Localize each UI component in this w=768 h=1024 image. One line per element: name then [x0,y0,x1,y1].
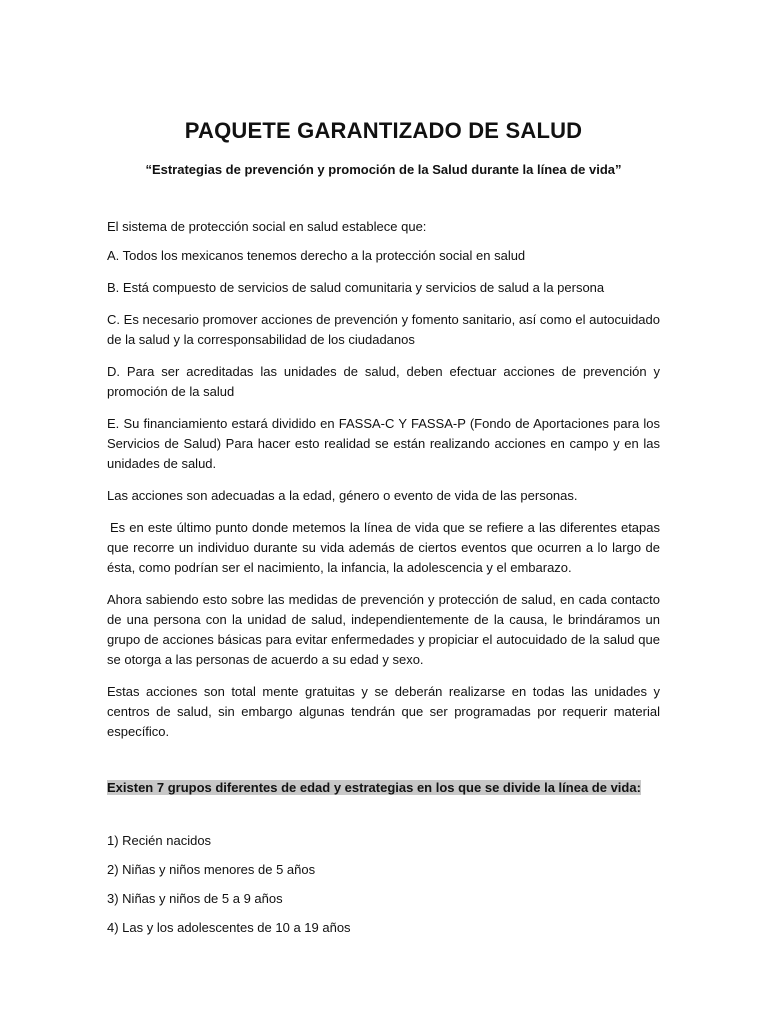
paragraph-d: D. Para ser acreditadas las unidades de salud, deben efectuar acciones de prevención y promoción de la salud [107,364,660,399]
list-item: 4) Las y los adolescentes de 10 a 19 años [107,920,351,935]
highlighted-text: Existen 7 grupos diferentes de edad y estrategias en los que se divide la línea de vida: [107,780,641,795]
paragraph-b: B. Está compuesto de servicios de salud comunitaria y servicios de salud a la persona [107,280,605,295]
document-subtitle: “Estrategias de prevención y promoción de la Salud durante la línea de vida” [145,162,622,177]
paragraph-a: A. Todos los mexicanos tenemos derecho a la protección social en salud [107,248,526,263]
paragraph-gratuitas: Estas acciones son total mente gratuitas y se deberán realizarse en todas las unidades y centros de salud, sin embargo algunas tendrán que ser programadas por requerir material específico. [107,684,660,739]
paragraph-c: C. Es necesario promover acciones de prevención y fomento sanitario, así como el autocuidado de la salud y la corresponsabilidad de los ciudadanos [107,312,660,347]
age-group-list [107,831,660,938]
paragraph-e: E. Su financiamiento estará dividido en FASSA-C Y FASSA-P (Fondo de Aportaciones para los Servicios de Salud) Para hacer esto realidad se están realizando acciones en campo y en las unidades de salud. [107,416,660,471]
paragraph-acciones: Las acciones son adecuadas a la edad, género o evento de vida de las personas. [107,488,578,503]
highlighted-heading [107,780,660,795]
list-item: 1) Recién nacidos [107,833,212,848]
list-item: 2) Niñas y niños menores de 5 años [107,862,316,877]
paragraph-prevencion: Ahora sabiendo esto sobre las medidas de prevención y protección de salud, en cada contacto de una persona con la unidad de salud, independientemente de la causa, le brindáramos un grupo de acciones básicas para evitar enfermedades y propiciar el autocuidado de la salud que se otorga a las personas de acuerdo a su edad y sexo. [107,592,660,667]
paragraph-linea-de-vida: Es en este último punto donde metemos la línea de vida que se refiere a las diferentes etapas que recorre un individuo durante su vida además de ciertos eventos que ocurren a lo largo de ésta, como podrían ser el nacimiento, la infancia, la adolescencia y el embarazo. [107,520,660,575]
document-title: PAQUETE GARANTIZADO DE SALUD [184,118,583,143]
document-page [107,118,660,947]
intro-text: El sistema de protección social en salud establece que: [107,219,427,234]
list-item: 3) Niñas y niños de 5 a 9 años [107,891,283,906]
